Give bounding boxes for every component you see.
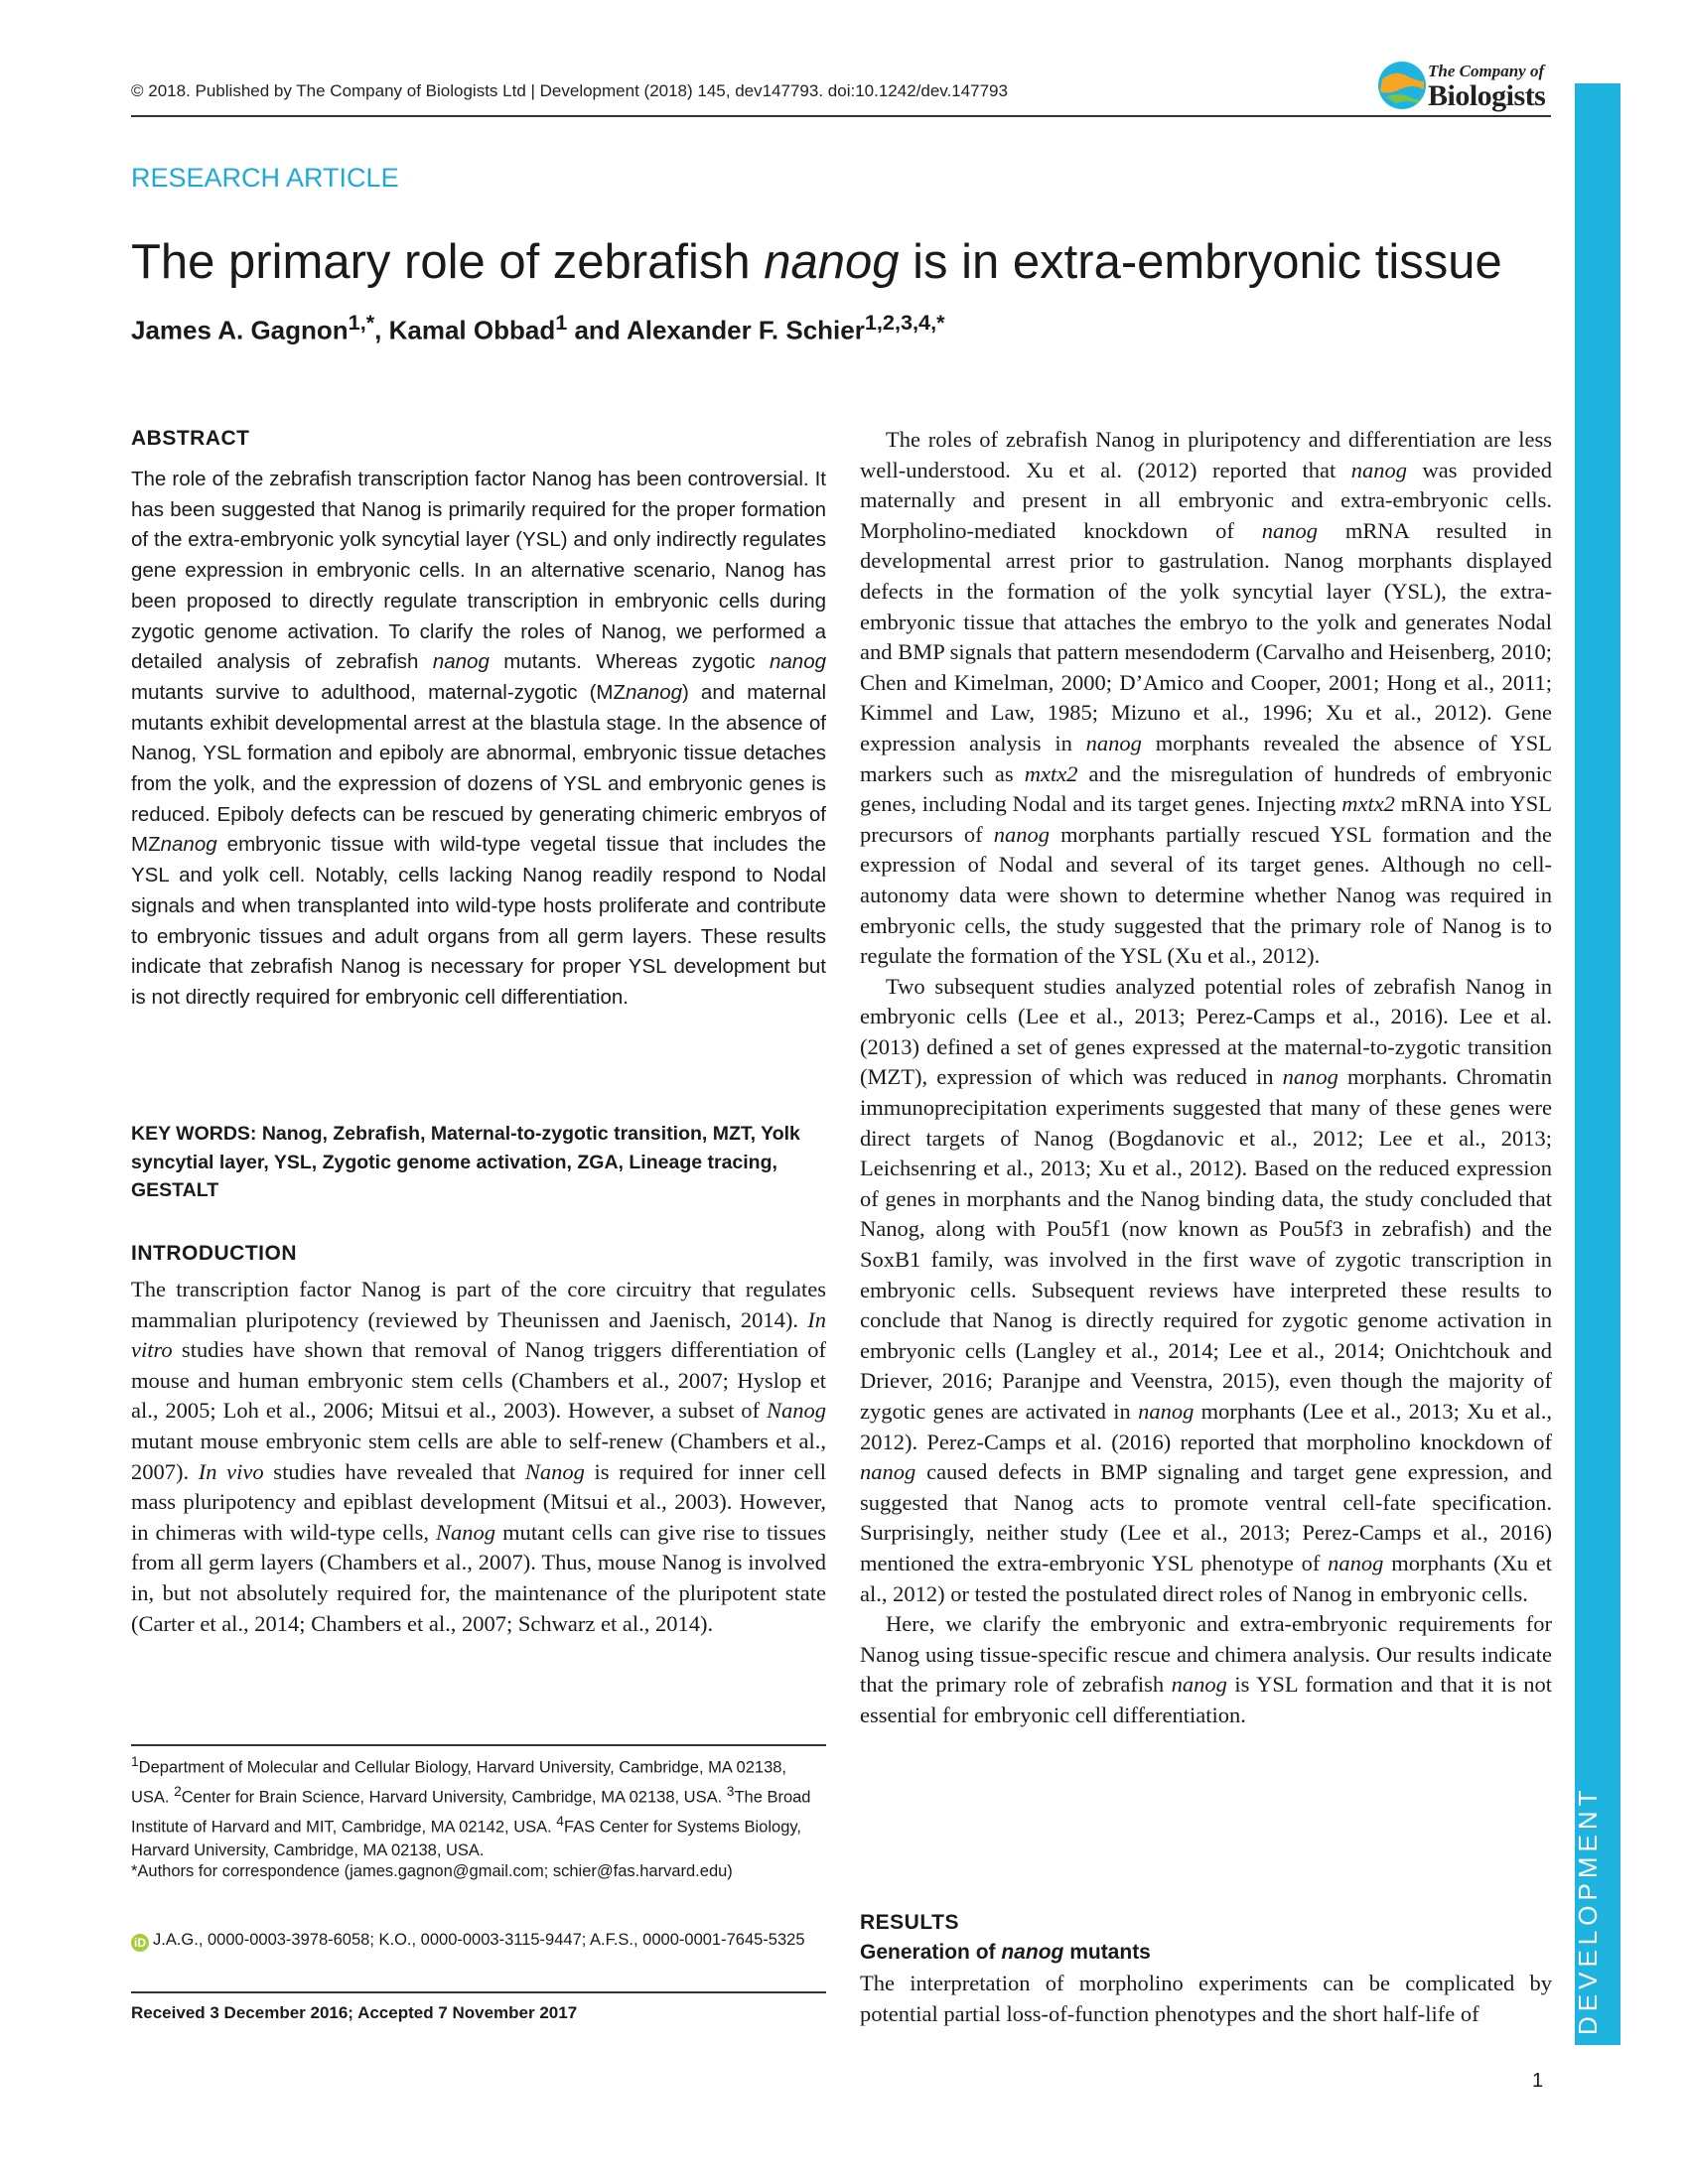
abstract-body: The role of the zebrafish transcription factor Nanog has been controversial. It has been suggested that Nanog is primarily required for the proper formation of the extra-embryonic yolk syncytial layer (YSL) and only indirectly regulates gene expression in embryonic cells. In an alternative scenario, Nanog has been proposed to directly regulate transcription in embryonic cells during zygotic genome activation. To clarify the roles of Nanog, we performed a detailed analysis of zebrafish nanog mutants. Whereas zygotic nanog mutants survive to adulthood, maternal-zygotic (MZnanog) and maternal mutants exhibit developmental arrest at the blastula stage. In the absence of Nanog, YSL formation and epiboly are abnormal, embryonic tissue detaches from the yolk, and the expression of dozens of YSL and embryonic genes is reduced. Epiboly defects can be rescued by generating chimeric embryos of MZnanog embryonic tissue with wild-type vegetal tissue that includes the YSL and yolk cell. Notably, cells lacking Nanog readily respond to Nodal signals and when transplanted into wild-type hosts proliferate and contribute to embryonic tissues and adult organs from all germ layers. These results indicate that zebrafish Nanog is necessary for proper YSL development but is not directly required for embryonic cell differentiation.	[131, 468, 827, 1009]
article-title: The primary role of zebrafish nanog is in extra-embryonic tissue	[131, 235, 1502, 289]
orcid-ids: iD J.A.G., 0000-0003-3978-6058; K.O., 0000-0003-3115-9447; A.F.S., 0000-0001-7645-5325	[131, 1929, 826, 1953]
introduction-body: The transcription factor Nanog is part of the core circuitry that regulates mammalian pluripotency (reviewed by Theunissen and Jaenisch, 2014). In vitro studies have shown that removal of Nanog triggers differentiation of mouse and human embryonic stem cells (Chambers et al., 2007; Hyslop et al., 2005; Loh et al., 2006; Mitsui et al., 2003). However, a subset of Nanog mutant mouse embryonic stem cells are able to self-renew (Chambers et al., 2007). In vivo studies have revealed that Nanog is required for inner cell mass pluripotency and epiblast development (Mitsui et al., 2003). However, in chimeras with wild-type cells, Nanog mutant cells can give rise to tissues from all germ layers (Chambers et al., 2007). Thus, mouse Nanog is involved in, but not absolutely required for, the maintenance of the pluripotent state (Carter et al., 2014; Chambers et al., 2007; Schwarz et al., 2014).	[131, 1277, 827, 1636]
journal-side-label: DEVELOPMENT	[1573, 1785, 1603, 2035]
received-dates: Received 3 December 2016; Accepted 7 November 2017	[131, 2003, 578, 2022]
author-name[interactable]: James A. Gagnon	[131, 315, 349, 345]
affiliations: $^1$Department of Molecular and Cellular Biology, Harvard University, Cambridge, MA 02138, USA. $^2$Center for Brain Science, Harvard University, Cambridge, MA 02138, USA. $^3$The Broad Institute of Harvard and MIT, Cambridge, MA 02142, USA. $^4$FAS Center for Systems Biology, Harvard University, Cambridge, MA 02138, USA.	[131, 1754, 811, 1859]
results-heading: RESULTS	[860, 1911, 959, 1934]
results-subheading: Generation of nanog mutants	[860, 1941, 1151, 1964]
intro-continued	[860, 425, 1552, 1731]
article-type: RESEARCH ARTICLE	[131, 163, 399, 193]
author-name[interactable]: Alexander F. Schier	[626, 315, 865, 345]
keywords: KEY WORDS: Nanog, Zebrafish, Maternal-to-zygotic transition, MZT, Yolk syncytial layer, YSL, Zygotic genome activation, ZGA, Lineage tracing, GESTALT	[131, 1123, 800, 1201]
footnote-rule	[131, 1744, 826, 1746]
page-number: 1	[1532, 2070, 1544, 2092]
paragraph: Here, we clarify the embryonic and extra-embryonic requirements for Nanog using tissue-specific rescue and chimera analysis. Our results indicate that the primary role of zebrafish nanog is YSL formation and that it is not essential for embryonic cell differentiation.	[860, 1611, 1552, 1727]
paragraph: The roles of zebrafish Nanog in pluripotency and differentiation are less well-understood. Xu et al. (2012) reported that nanog was provided maternally and present in all embryonic and extra-embryonic cells. Morpholino-mediated knockdown of nanog mRNA resulted in developmental arrest prior to gastrulation. Nanog morphants displayed defects in the formation of the yolk syncytial layer (YSL), the extra-embryonic tissue that attaches the embryo to the yolk and generates Nodal and BMP signals that pattern mesendoderm (Carvalho and Heisenberg, 2010; Chen and Kimelman, 2000; D’Amico and Cooper, 2001; Hong et al., 2011; Kimmel and Law, 1985; Mizuno et al., 1996; Xu et al., 2012). Gene expression analysis in nanog morphants revealed the absence of YSL markers such as mxtx2 and the misregulation of hundreds of embryonic genes, including Nodal and its target genes. Injecting mxtx2 mRNA into YSL precursors of nanog morphants partially rescued YSL formation and the expression of Nodal and several of its target genes. Although no cell-autonomy data were shown to determine whether Nanog was required in embryonic cells, the study suggested that the primary role of Nanog is to regulate the formation of the YSL (Xu et al., 2012).	[860, 427, 1552, 969]
footnote-rule	[131, 1991, 826, 1993]
logo-line-1: The Company of	[1428, 62, 1545, 80]
globe-logo-icon	[1376, 60, 1428, 111]
header-rule	[131, 115, 1551, 117]
citation-header: © 2018. Published by The Company of Biologists Ltd | Development (2018) 145, dev147793. doi:10.1242/dev.147793	[131, 81, 1008, 100]
introduction-heading: INTRODUCTION	[131, 1242, 297, 1265]
publisher-logo[interactable]	[1376, 56, 1555, 117]
orcid-icon[interactable]: iD	[131, 1934, 149, 1952]
correspondence: *Authors for correspondence (james.gagnon@gmail.com; schier@fas.harvard.edu)	[131, 1862, 733, 1880]
abstract-heading: ABSTRACT	[131, 427, 250, 450]
author-name[interactable]: Kamal Obbad	[388, 315, 556, 345]
paragraph: Two subsequent studies analyzed potential roles of zebrafish Nanog in embryonic cells (Lee et al., 2013; Perez-Camps et al., 2016). Lee et al. (2013) defined a set of genes expressed at the maternal-to-zygotic transition (MZT), expression of which was reduced in nanog morphants. Chromatin immunoprecipitation experiments suggested that many of these genes were direct targets of Nanog (Bogdanovic et al., 2012; Lee et al., 2013; Leichsenring et al., 2013; Xu et al., 2012). Based on the reduced expression of genes in morphants and the Nanog binding data, the study concluded that Nanog, along with Pou5f1 (now known as Pou5f3 in zebrafish) and the SoxB1 family, was involved in the first wave of zygotic transcription in embryonic cells. Subsequent reviews have interpreted these results to conclude that Nanog is directly required for zygotic genome activation in embryonic cells (Langley et al., 2014; Lee et al., 2014; Onichtchouk and Driever, 2016; Paranjpe and Veenstra, 2015), even though the majority of zygotic genes are activated in nanog morphants (Lee et al., 2013; Xu et al., 2012). Perez-Camps et al. (2016) reported that morpholino knockdown of nanog caused defects in BMP signaling and target gene expression, and suggested that Nanog acts to promote ventral cell-fate specification. Surprisingly, neither study (Lee et al., 2013; Perez-Camps et al., 2016) mentioned the extra-embryonic YSL phenotype of nanog morphants (Xu et al., 2012) or tested the postulated direct roles of Nanog in embryonic cells.	[860, 973, 1552, 1606]
results-body: The interpretation of morpholino experiments can be complicated by potential partial loss-of-function phenotypes and the short half-life of	[860, 1971, 1552, 2026]
logo-line-2: Biologists	[1428, 79, 1546, 112]
author-list: James A. Gagnon$^{1,*}$, Kamal Obbad$^1$ and Alexander F. Schier$^{1,2,3,4,*}$	[131, 310, 945, 345]
